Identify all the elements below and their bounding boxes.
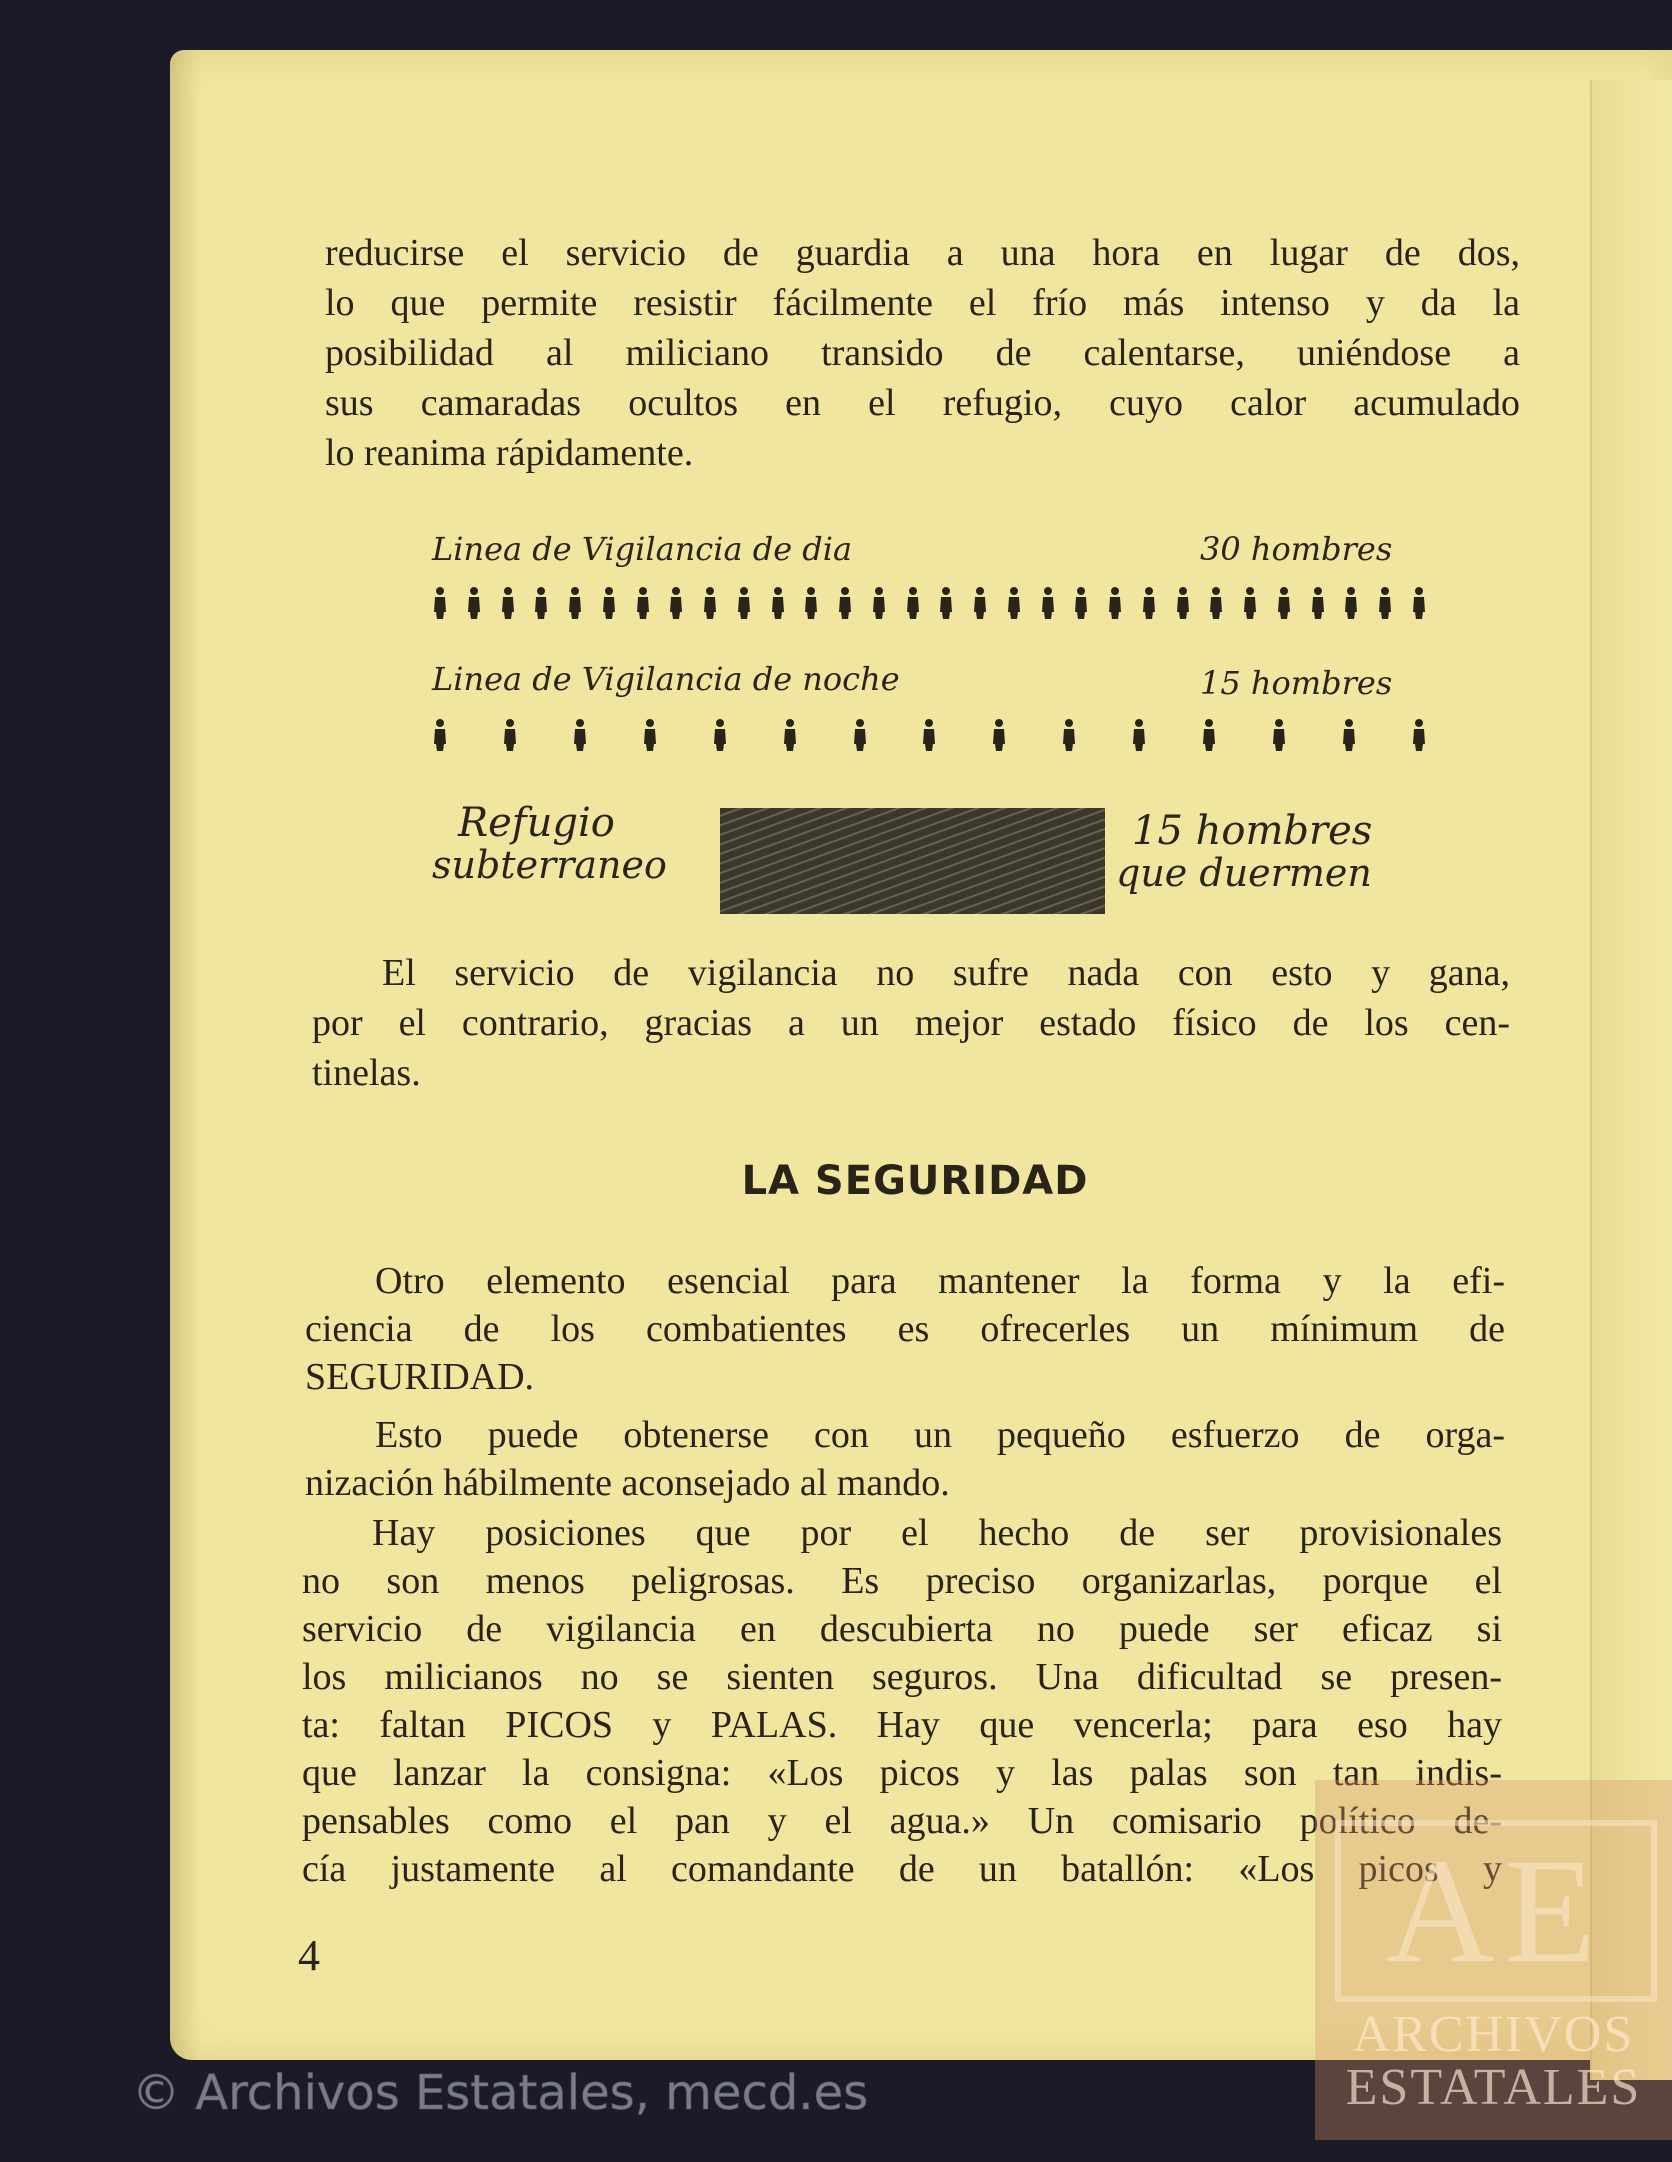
sentinel-figure-icon [1107,586,1123,620]
sentinel-figure-icon [642,718,658,752]
sentinel-figure-icon [1201,718,1217,752]
text-line: Hay posiciones que por el hecho de ser provisionales [372,1512,1502,1554]
sentinel-figure-icon [635,586,651,620]
logo-monogram: AE [1335,1820,1657,2002]
sentinel-figure-icon [1006,586,1022,620]
sentinel-figure-icon [500,586,516,620]
sentinel-figure-icon [1343,586,1359,620]
sentinel-figure-icon [432,718,448,752]
sentinel-figure-icon [1310,586,1326,620]
day-line-count: 30 hombres [1200,530,1393,568]
text-line: que lanzar la consigna: «Los picos y las palas son tan indis- [302,1752,1502,1794]
sentinel-figure-icon [572,718,588,752]
sentinel-figure-icon [1208,586,1224,620]
text-line: no son menos peligrosas. Es preciso organizarlas, porque el [302,1560,1502,1602]
text-line: El servicio de vigilancia no sufre nada con esto y gana, [382,952,1510,994]
sentinel-figure-icon [1175,586,1191,620]
shelter-label-2: subterraneo [432,843,667,887]
text-line: cía justamente al comandante de un batallón: «Los picos y [302,1848,1502,1890]
text-line: ta: faltan PICOS y PALAS. Hay que vencerla; para eso hay [302,1704,1502,1746]
sentinel-figure-icon [921,718,937,752]
sentinel-figure-icon [1141,586,1157,620]
text-line: reducirse el servicio de guardia a una hora en lugar de dos, [325,232,1520,274]
sentinel-figure-icon [533,586,549,620]
sentinel-figure-icon [601,586,617,620]
sentinel-figure-icon [770,586,786,620]
shelter-label-1: Refugio [458,800,615,846]
sentinel-figure-icon [668,586,684,620]
text-line: los milicianos no se sienten seguros. Una dificultad se presen- [302,1656,1502,1698]
sentinel-figure-icon [1271,718,1287,752]
sentinel-figure-icon [1377,586,1393,620]
day-line-label: Linea de Vigilancia de dia [432,530,853,568]
sentinel-figure-icon [702,586,718,620]
text-line: Otro elemento esencial para mantener la forma y la efi- [375,1260,1505,1302]
archive-watermark-logo [1315,1780,1672,2140]
sentinel-figure-icon [567,586,583,620]
sentinel-figure-icon [466,586,482,620]
shelter-count-2: que duermen [1116,851,1372,895]
text-line: lo reanima rápidamente. [325,432,694,474]
night-line-label: Linea de Vigilancia de noche [432,660,900,698]
sentinel-figure-icon [1073,586,1089,620]
sentinel-figure-icon [1242,586,1258,620]
sentinel-figure-icon [972,586,988,620]
text-line: pensables como el pan y el agua.» Un comisario político de- [302,1800,1502,1842]
sentinel-figure-icon [803,586,819,620]
section-heading: LA SEGURIDAD [741,1158,1089,1204]
sentinel-figure-icon [432,586,448,620]
text-line: por el contrario, gracias a un mejor estado físico de los cen- [312,1002,1510,1044]
sentinel-figure-icon [1061,718,1077,752]
text-line: SEGURIDAD. [305,1356,535,1398]
sentinel-figure-icon [1411,718,1427,752]
sentinel-figure-icon [712,718,728,752]
text-line: servicio de vigilancia en descubierta no puede ser eficaz si [302,1608,1502,1650]
page-fold-shadow [170,50,200,2060]
text-line: sus camaradas ocultos en el refugio, cuyo calor acumulado [325,382,1520,424]
sentinel-figure-icon [852,718,868,752]
copyright-watermark: © Archivos Estatales, mecd.es [132,2065,869,2121]
text-line: ciencia de los combatientes es ofrecerles un mínimum de [305,1308,1505,1350]
guard-diagram [420,530,1440,920]
logo-label-line2: ESTATALES [1345,2059,1642,2116]
sentinel-figure-icon [1411,586,1427,620]
text-line: Esto puede obtenerse con un pequeño esfuerzo de orga- [375,1414,1505,1456]
sentinel-figure-icon [938,586,954,620]
logo-label-line1: ARCHIVOS [1352,2006,1635,2063]
sentinel-figure-icon [991,718,1007,752]
sentinel-figure-icon [782,718,798,752]
sentinel-figure-icon [905,586,921,620]
night-sentinel-row [432,718,1427,752]
shelter-count-1: 15 hombres [1132,808,1373,854]
sentinel-figure-icon [871,586,887,620]
sentinel-figure-icon [502,718,518,752]
page-number: 4 [298,1931,320,1980]
night-line-count: 15 hombres [1200,664,1393,702]
sentinel-figure-icon [1040,586,1056,620]
text-line: posibilidad al miliciano transido de calentarse, uniéndose a [325,332,1520,374]
sentinel-figure-icon [1276,586,1292,620]
sentinel-figure-icon [837,586,853,620]
text-line: nización hábilmente aconsejado al mando. [305,1462,950,1504]
sentinel-figure-icon [1131,718,1147,752]
text-line: lo que permite resistir fácilmente el frío más intenso y da la [325,282,1520,324]
sentinel-figure-icon [1341,718,1357,752]
day-sentinel-row [432,586,1427,620]
sentinel-figure-icon [736,586,752,620]
underground-shelter-block [720,808,1105,914]
text-line: tinelas. [312,1052,421,1094]
